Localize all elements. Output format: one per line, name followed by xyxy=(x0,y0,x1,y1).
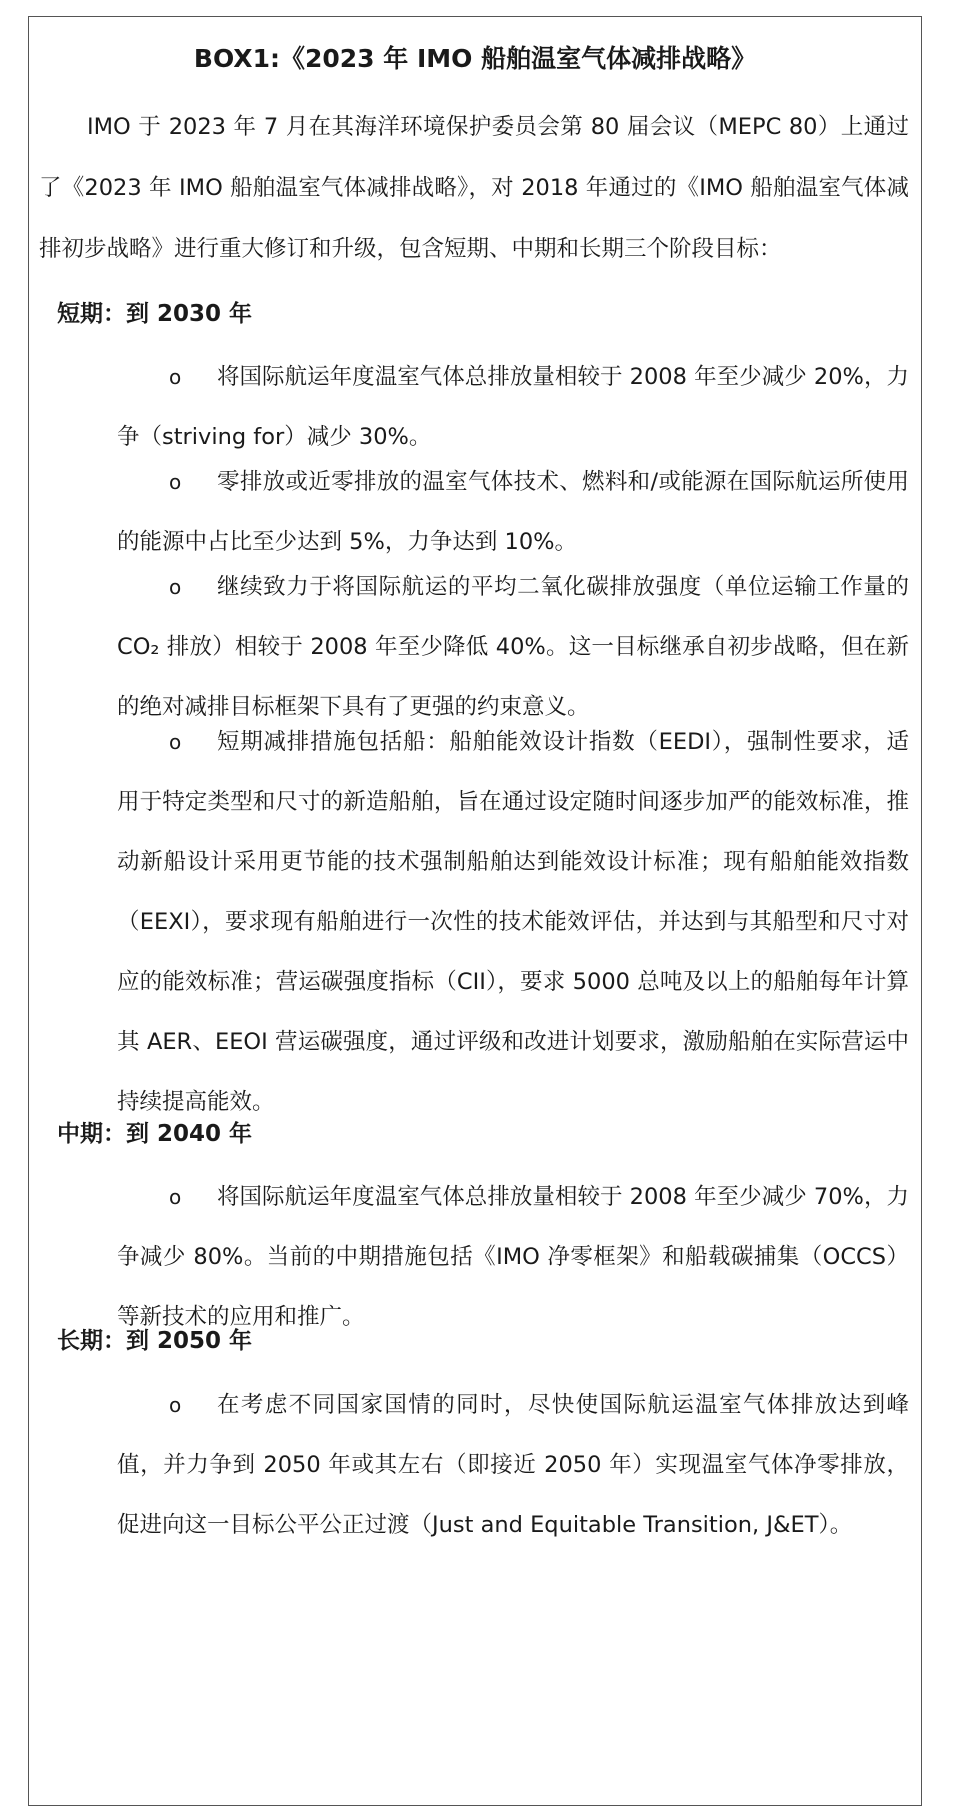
list-item: 零排放或近零排放的温室气体技术、燃料和/或能源在国际航运所使用的能源中占比至少达到 5%，力争达到 10%。 xyxy=(117,469,909,555)
list-item: 将国际航运年度温室气体总排放量相较于 2008 年至少减少 20%，力争（striving for）减少 30%。 xyxy=(117,364,909,450)
box1-frame xyxy=(28,16,922,1806)
bullet-marker: o xyxy=(169,575,182,599)
bullet-marker: o xyxy=(169,470,182,494)
bullet-marker: o xyxy=(169,730,182,754)
bullet-marker: o xyxy=(169,1393,182,1417)
section-heading-mid-term: 中期：到 2040 年 xyxy=(57,1121,253,1147)
list-item: 将国际航运年度温室气体总排放量相较于 2008 年至少减少 70%，力争减少 80%。当前的中期措施包括《IMO 净零框架》和船载碳捕集（OCCS）等新技术的应用和推广。 xyxy=(117,1184,909,1330)
section-heading-short-term: 短期：到 2030 年 xyxy=(57,301,253,327)
list-item: 继续致力于将国际航运的平均二氧化碳排放强度（单位运输工作量的 CO₂ 排放）相较于 2008 年至少降低 40%。这一目标继承自初步战略，但在新的绝对减排目标框架下具有了更强的约束意义。 xyxy=(117,574,909,720)
bullet-marker: o xyxy=(169,1185,182,1209)
box-title: BOX1:《2023 年 IMO 船舶温室气体减排战略》 xyxy=(193,44,757,73)
bullet-marker: o xyxy=(169,365,182,389)
list-item: 短期减排措施包括船：船舶能效设计指数（EEDI），强制性要求，适用于特定类型和尺寸的新造船舶，旨在通过设定随时间逐步加严的能效标准，推动新船设计采用更节能的技术强制船舶达到能效设计标准；现有船舶能效指数（EEXI），要求现有船舶进行一次性的技术能效评估，并达到与其船型和尺寸对应的能效标准；营运碳强度指标（CII），要求 5000 总吨及以上的船舶每年计算其 AER、EEOI 营运碳强度，通过评级和改进计划要求，激励船舶在实际营运中持续提高能效。 xyxy=(117,729,909,1115)
list-item: 在考虑不同国家国情的同时，尽快使国际航运温室气体排放达到峰值，并力争到 2050 年或其左右（即接近 2050 年）实现温室气体净零排放，促进向这一目标公平公正过渡（Just and Equitable Transition, J&ET）。 xyxy=(117,1392,909,1538)
section-heading-long-term: 长期：到 2050 年 xyxy=(57,1328,253,1354)
intro-paragraph: IMO 于 2023 年 7 月在其海洋环境保护委员会第 80 届会议（MEPC 80）上通过了《2023 年 IMO 船舶温室气体减排战略》，对 2018 年通过的《IMO 船舶温室气体减排初步战略》进行重大修订和升级，包含短期、中期和长期三个阶段目标： xyxy=(39,114,909,262)
